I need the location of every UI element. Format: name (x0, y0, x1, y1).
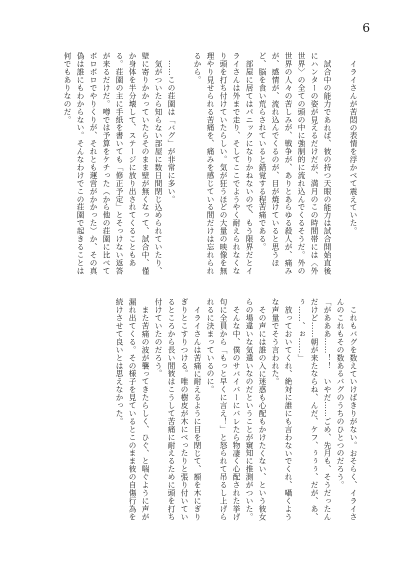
paragraph (334, 52, 347, 278)
paragraph: 放っておいてくれ、絶対に誰にも言わないでくれ、囁くような声量でそう言われた。 (271, 298, 293, 521)
lower-text-block (38, 298, 360, 526)
paragraph: これもバグを数えていけばきりがない。おそらく、イライさんのこれもその数あるバグのうちのひとつのだろう。 (336, 298, 358, 521)
paragraph: 「があああ……！！ いやだ……ごめ、先月も、そうだったんだけど……朝が来たならね、んだ、ケフ、ぅぅぅ、だが、あ、ぅ……、ぉ……」 (297, 298, 332, 521)
paragraph: また苦痛の波が襲ってきたらしく、ひぐ、と喘ぐように声が漏れ出てくる。その様子を見ているとこのまま彼の自傷行為を続けさせて良いとは思えなかった。 (115, 298, 150, 521)
lower-text-flow (38, 298, 360, 526)
paragraph: その声には誰の入に迷惑も心配もかけたくない、という彼女らの場違いな気遣いなのだということが窺知に推測がついた。 (245, 298, 267, 521)
paragraph: 気がついたら知らない部屋に数日間閉じ込められていたり、壁に寄りかかっていたらそのまま壁が無くなって、試合中、僅か身体を半分壊して、ステージに放り出されてくることもある。荘園の主に手紙を書いても「修正予定」とそっけない返答が来るだけだ。噂では予算をケチった（から他の荘園に比べてボロボロでやりくりが、それとも運営がかかった）か、その真偽は誰にもわからない。そんなわけでこの荘園で起きることは何でもありなのだ。 (63, 52, 163, 275)
paragraph: 試合中の能力であれば、彼の持つ天眼の能力は試合開始直後にハンターの姿が見えるだけだが、満月のこの時間帯には〈外世界〉の全ての頭の中に強制的に流れ込んでくるそうだ。外の世界の人々の苦しみが、戦争が、ありとあらゆる殺人が、痛みが、感情が、流れ込んでくるのが、目が焼けていると思うほど、脳を食い荒らされていると錯覚する程苦痛である。 (258, 52, 332, 275)
paragraph: 部屋に居てはパニックになりかねないので、もう限界だとイライさんは外まで走り、そしてここでようやく耐えられなくなり頭を打ち付けていたらしい。気が狂うほどの大量の映像を無理やり見せられる苦痛を、痛みを感じている間だけは忘れられるから。 (193, 52, 254, 275)
upper-text-block (38, 52, 360, 278)
paragraph: イライさんは苦痛に耐えるように目を閉じて、額を木にぎりぎりとこすりつける。唯の樹皮が木にべったりと張り付いているところから長い間彼はこうして苦痛に耐えるために頭を打ち付けていたのだろう。 (154, 298, 202, 521)
paragraph (178, 52, 191, 278)
page-number: 6 (362, 21, 370, 35)
paragraph: イライさんが苦悶の表情を浮かべて震えていた。 (349, 59, 358, 235)
paragraph: そんな中、僕のサバイバーにバレたら物凄く心配された挙げ句に全員から「もっと早くに言え！」と怒られて吊るし上げられるに決まっているのに。 (206, 298, 241, 521)
upper-text-flow (38, 52, 360, 278)
paragraph: ……この荘園は「バグ」が非常に多い。 (167, 59, 176, 203)
